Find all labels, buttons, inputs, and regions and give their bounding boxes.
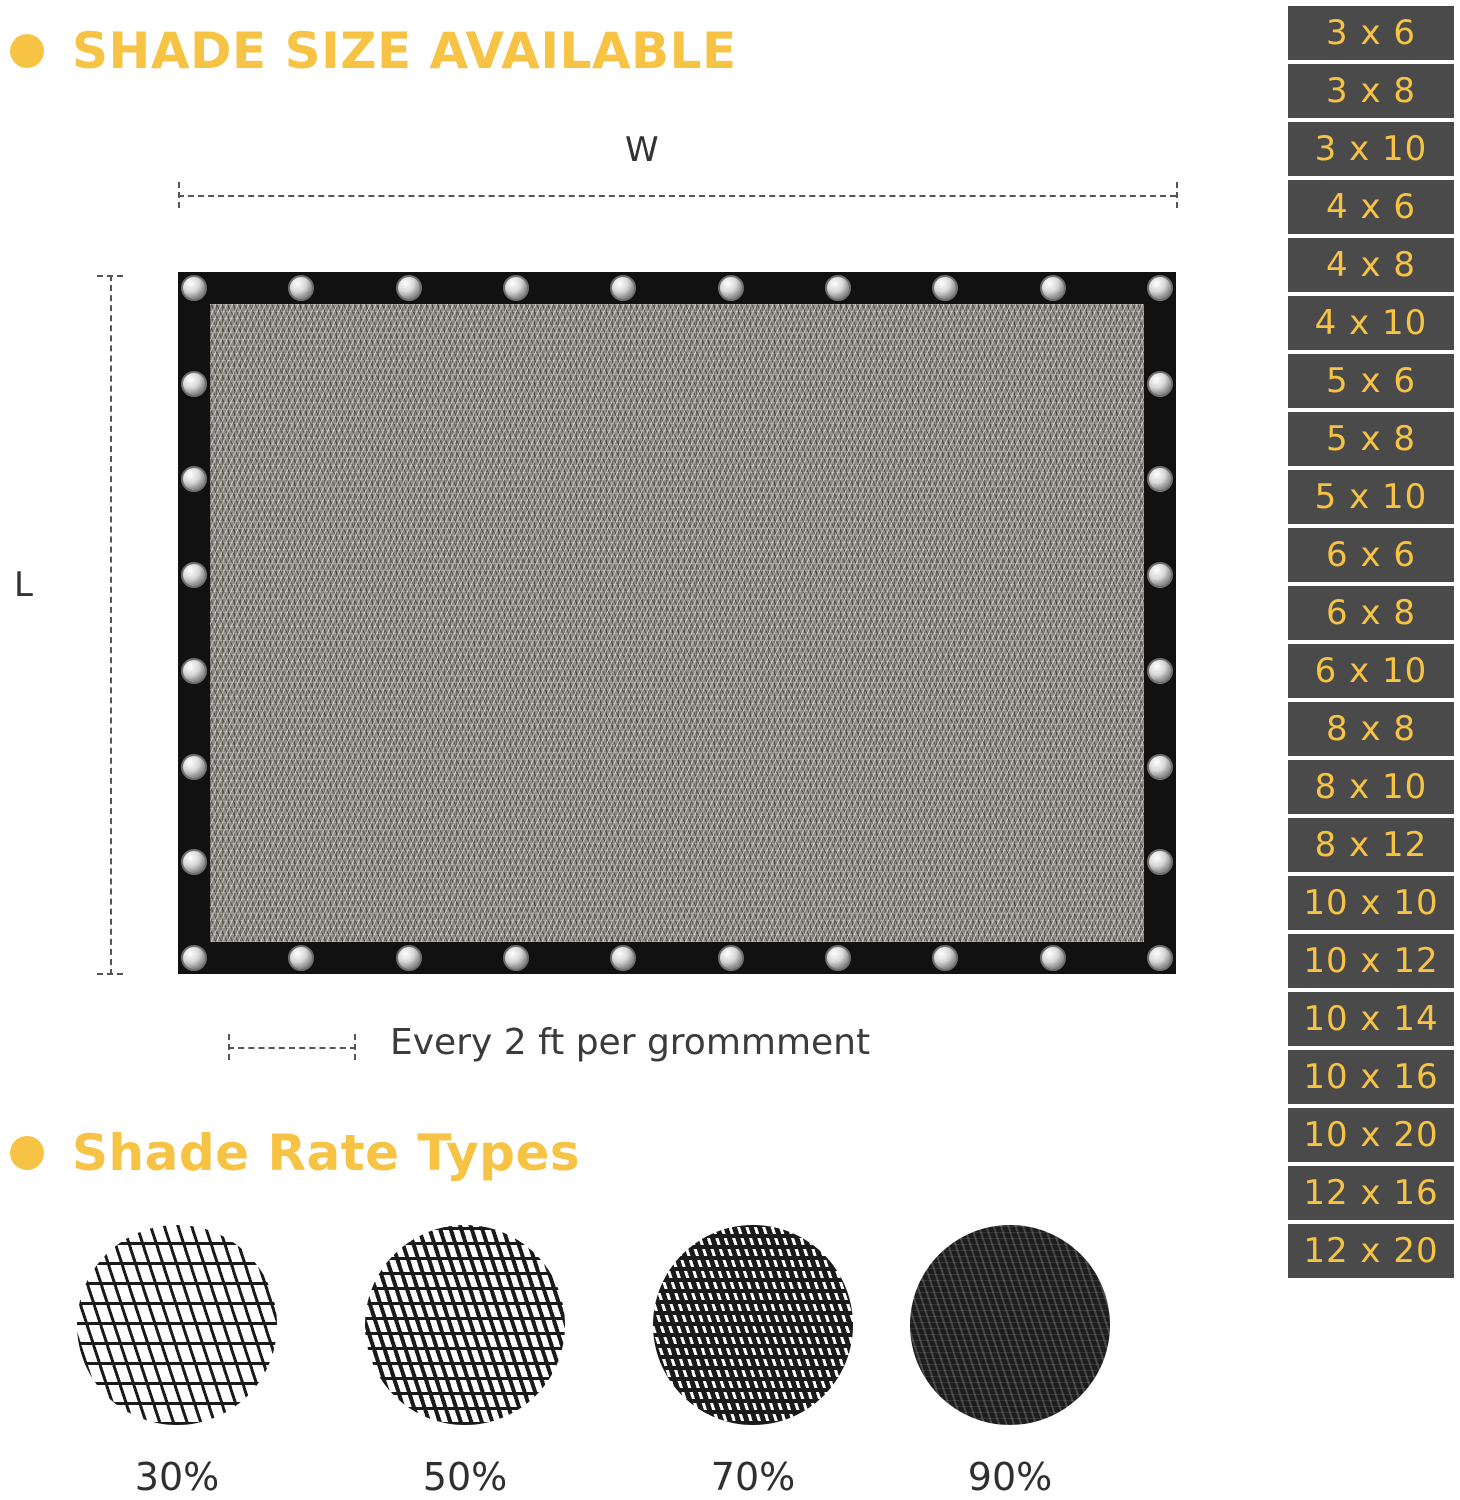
section-heading-shade-size [10,22,737,80]
size-chip[interactable]: 12 x 16 [1288,1166,1454,1220]
grommet-icon [181,275,207,301]
grommet-icon [288,945,314,971]
grommet-icon [288,275,314,301]
size-chip[interactable]: 4 x 8 [1288,238,1454,292]
size-chip[interactable]: 10 x 14 [1288,992,1454,1046]
grommet-icon [181,754,207,780]
grommet-icon [1147,466,1173,492]
size-chip[interactable]: 5 x 6 [1288,354,1454,408]
shade-rate-swatch [910,1225,1110,1425]
grommet-icon [1147,562,1173,588]
grommet-icon [1147,275,1173,301]
grommet-icon [181,371,207,397]
size-chip[interactable]: 12 x 20 [1288,1224,1454,1278]
bullet-icon [10,34,44,68]
shade-rate-label: 90% [967,1455,1053,1499]
grommet-icon [1147,945,1173,971]
size-chip[interactable]: 10 x 16 [1288,1050,1454,1104]
size-chip[interactable]: 5 x 8 [1288,412,1454,466]
grommet-icon [1147,849,1173,875]
grommet-spacing-tick-left [228,1034,230,1060]
size-chip[interactable]: 8 x 10 [1288,760,1454,814]
grommet-icon [1147,371,1173,397]
grommet-icon [503,275,529,301]
size-chip[interactable]: 10 x 10 [1288,876,1454,930]
shade-rate-swatch [77,1225,277,1425]
shade-rate-item [72,1225,282,1499]
shade-rate-item [905,1225,1115,1499]
width-dimension-line [178,195,1176,197]
shade-rate-swatch [365,1225,565,1425]
grommet-icon [396,945,422,971]
grommet-icon [932,275,958,301]
length-dimension-label: L [14,565,33,605]
shade-rate-label: 50% [422,1455,508,1499]
size-chip[interactable]: 4 x 10 [1288,296,1454,350]
size-chip[interactable]: 10 x 20 [1288,1108,1454,1162]
grommet-icon [396,275,422,301]
shade-rate-label: 30% [134,1455,220,1499]
width-tick-left [178,182,180,208]
grommet-icon [181,849,207,875]
size-chip[interactable]: 8 x 8 [1288,702,1454,756]
size-chip[interactable]: 6 x 6 [1288,528,1454,582]
length-tick-top [97,275,123,277]
size-chip[interactable]: 10 x 12 [1288,934,1454,988]
grommet-icon [1147,658,1173,684]
grommet-spacing-line [228,1047,356,1049]
grommet-icon [181,945,207,971]
shade-rate-item [648,1225,858,1499]
size-chip[interactable]: 3 x 8 [1288,64,1454,118]
grommet-icon [1040,945,1066,971]
grommet-icon [503,945,529,971]
grommet-icon [181,658,207,684]
size-chip[interactable]: 8 x 12 [1288,818,1454,872]
shade-rate-item [360,1225,570,1499]
grommet-icon [181,562,207,588]
grommet-icon [1147,754,1173,780]
bullet-icon [10,1136,44,1170]
section-heading-shade-size-label: SHADE SIZE AVAILABLE [72,22,737,80]
size-chip[interactable]: 3 x 6 [1288,6,1454,60]
size-chip[interactable]: 5 x 10 [1288,470,1454,524]
grommet-icon [610,275,636,301]
grommet-spacing-note: Every 2 ft per grommment [390,1022,871,1063]
length-tick-bottom [97,973,123,975]
size-chip[interactable]: 3 x 10 [1288,122,1454,176]
grommet-icon [181,466,207,492]
shade-rate-swatch [653,1225,853,1425]
shade-rate-label: 70% [710,1455,796,1499]
grommet-icon [718,275,744,301]
size-chip[interactable]: 4 x 6 [1288,180,1454,234]
grommet-icon [825,945,851,971]
section-heading-shade-rate [10,1124,580,1182]
length-dimension-line [110,275,112,975]
grommet-icon [932,945,958,971]
shade-cloth-illustration [178,272,1176,974]
shade-mesh-fabric [210,304,1144,942]
grommet-icon [1040,275,1066,301]
grommet-spacing-tick-right [354,1034,356,1060]
width-tick-right [1176,182,1178,208]
size-list [1288,6,1454,1278]
section-heading-shade-rate-label: Shade Rate Types [72,1124,581,1182]
size-chip[interactable]: 6 x 8 [1288,586,1454,640]
grommet-icon [718,945,744,971]
width-dimension-label: W [625,130,659,170]
grommet-icon [610,945,636,971]
size-chip[interactable]: 6 x 10 [1288,644,1454,698]
grommet-icon [825,275,851,301]
